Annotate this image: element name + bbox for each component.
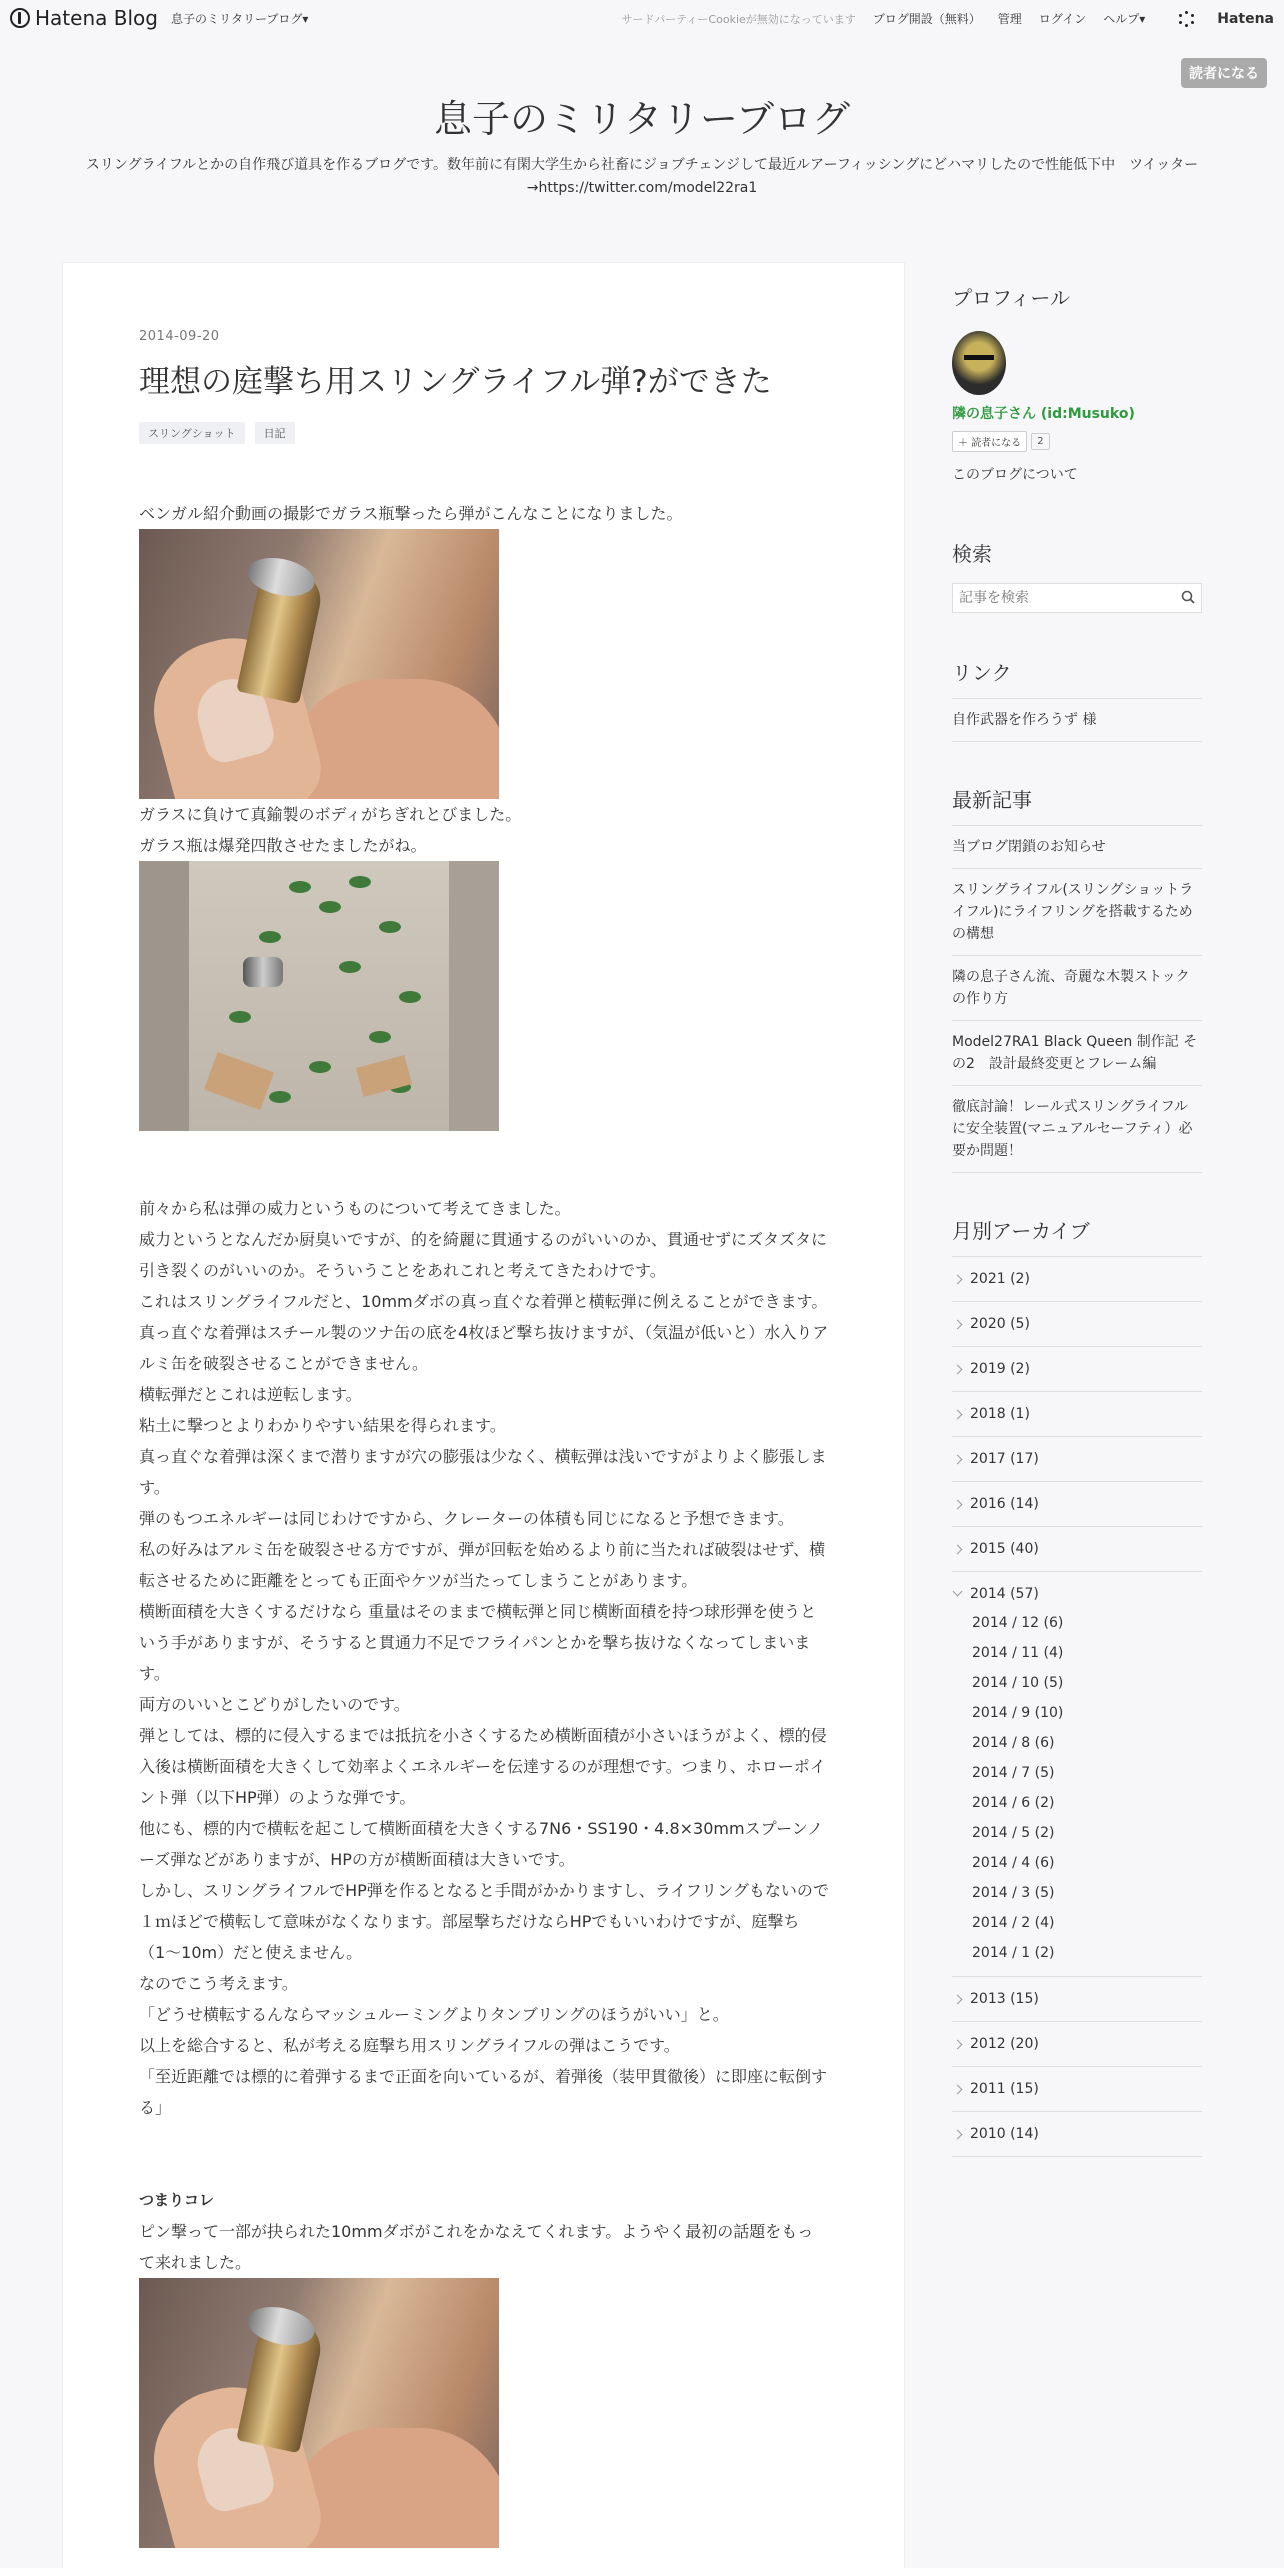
paragraph: ベンガル紹介動画の撮影でガラス瓶撃ったら弾がこんなことになりました。: [139, 504, 683, 523]
paragraph: 他にも、標的内で横転を起こして横断面積を大きくする7N6・SS190・4.8×30mmスプーンノーズ弾などがありますが、HPの方が横断面積は大きいです。: [139, 1819, 824, 1869]
archive-list: [952, 1256, 1202, 2157]
list-item[interactable]: 当ブログ閉鎖のお知らせ: [952, 826, 1202, 869]
archive-year[interactable]: 2021 (2): [952, 1257, 1202, 1302]
archive-month[interactable]: 2014 / 1 (2): [972, 1945, 1055, 1961]
sidebar: [952, 282, 1202, 2157]
about-link[interactable]: このブログについて: [952, 467, 1078, 483]
archive-months: [952, 1608, 1202, 1977]
archive-year[interactable]: 2011 (15): [952, 2067, 1202, 2112]
archive-month[interactable]: 2014 / 8 (6): [972, 1735, 1055, 1751]
help-menu[interactable]: ヘルプ▾: [1103, 12, 1146, 26]
follow-button[interactable]: ＋ 読者になる: [952, 431, 1027, 452]
tag-diary[interactable]: 日記: [255, 422, 295, 444]
recent-heading: 最新記事: [952, 788, 1032, 812]
search-input[interactable]: [953, 584, 1163, 612]
tag-list: [139, 422, 829, 444]
article: [139, 329, 829, 2548]
search-box: [952, 583, 1202, 613]
archive-month[interactable]: 2014 / 10 (5): [972, 1675, 1064, 1691]
paragraph: しかし、スリングライフルでHP弾を作るとなると手間がかかりますし、ライフリングもないので１ｍほどで横転して意味がなくなります。部屋撃ちだけならHPでもいいわけですが、庭撃ち（1〜10m）だと使えません。: [139, 1881, 829, 1962]
paragraph: 真っ直ぐな着弾はスチール製のツナ缶の底を4枚ほど撃ち抜けますが、（気温が低いと）水入りアルミ缶を破裂させることができません。: [139, 1323, 829, 1373]
blog-title[interactable]: 息子のミリタリーブログ: [433, 97, 851, 141]
archive-month[interactable]: 2014 / 9 (10): [972, 1705, 1064, 1721]
archive-month[interactable]: 2014 / 11 (4): [972, 1645, 1064, 1661]
archive-year[interactable]: 2016 (14): [952, 1482, 1202, 1527]
profile-name[interactable]: 隣の息子さん (id:Musuko): [952, 406, 1135, 422]
archive-month[interactable]: 2014 / 12 (6): [972, 1615, 1064, 1631]
paragraph: 「どうせ横転するんならマッシュルーミングよりタンブリングのほうがいい」と。: [139, 2005, 729, 2024]
list-item[interactable]: 徹底討論！レール式スリングライフルに安全装置(マニュアルセーフティ）必要か問題！: [952, 1086, 1202, 1173]
archive-month[interactable]: 2014 / 3 (5): [972, 1885, 1055, 1901]
archive-year[interactable]: 2019 (2): [952, 1347, 1202, 1392]
archive-year[interactable]: 2012 (20): [952, 2022, 1202, 2067]
archive-month[interactable]: 2014 / 2 (4): [972, 1915, 1055, 1931]
archive-year-open[interactable]: [952, 1572, 1202, 1606]
archive-month[interactable]: 2014 / 5 (2): [972, 1825, 1055, 1841]
archive-year[interactable]: 2010 (14): [952, 2112, 1202, 2157]
links-heading: リンク: [952, 661, 1012, 685]
paragraph: ピン撃って一部が抉られた10mmダボがこれをかなえてくれます。ようやく最初の話題をもって来れました。: [139, 2222, 814, 2272]
paragraph: 横転弾だとこれは逆転します。: [139, 1385, 362, 1404]
subheading: つまりコレ: [139, 2191, 215, 2209]
blog-switcher[interactable]: 息子のミリタリーブログ▾: [171, 12, 309, 26]
archive-year-label: 2014 (57): [970, 1586, 1039, 1602]
paragraph: 「至近距離では標的に着弾するまで正面を向いているが、着弾後（装甲貫徹後）に即座に転倒する」: [139, 2067, 828, 2117]
search-icon[interactable]: [1181, 590, 1195, 604]
follower-count[interactable]: 2: [1031, 433, 1049, 450]
avatar[interactable]: [952, 331, 1006, 395]
global-header: [0, 0, 1284, 36]
subscribe-button[interactable]: 読者になる: [1181, 58, 1267, 88]
archive-month[interactable]: 2014 / 6 (2): [972, 1795, 1055, 1811]
tag-slingshot[interactable]: スリングショット: [139, 422, 245, 444]
paragraph: 横断面積を大きくするだけなら 重量はそのままで横転弾と同じ横断面積を持つ球形弾を使うという手がありますが、そうすると貫通力不足でフライパンとかを撃ち抜けなくなってしまいます。: [139, 1602, 817, 1683]
list-item[interactable]: Model27RA1 Black Queen 制作記 その2 設計最終変更とフレーム編: [952, 1021, 1202, 1086]
archive-month[interactable]: 2014 / 4 (6): [972, 1855, 1055, 1871]
article-title[interactable]: 理想の庭撃ち用スリングライフル弾?ができた: [139, 364, 772, 400]
article-body: [139, 498, 829, 2548]
archive-year[interactable]: 2017 (17): [952, 1437, 1202, 1482]
paragraph: 弾のもつエネルギーは同じわけですから、クレーターの体積も同じになると予想できます。: [139, 1509, 794, 1528]
paragraph: 威力というとなんだか厨臭いですが、的を綺麗に貫通するのがいいのか、貫通せずにズタズタに引き裂くのがいいのか。そういうことをあれこれと考えてきたわけです。: [139, 1230, 828, 1280]
hatena-dots-icon: [1179, 11, 1195, 27]
archive-year[interactable]: 2013 (15): [952, 1977, 1202, 2022]
article-date[interactable]: 2014-09-20: [139, 329, 220, 344]
broken-bottle-photo[interactable]: [139, 861, 499, 1131]
open-blog-link[interactable]: ブログ開設（無料）: [872, 12, 981, 26]
login-link[interactable]: ログイン: [1038, 12, 1087, 26]
paragraph: ガラスに負けて真鍮製のボディがちぎれとびました。: [139, 805, 522, 824]
search-heading: 検索: [952, 542, 992, 566]
bullet-photo-2[interactable]: [139, 2278, 499, 2548]
archive-month[interactable]: 2014 / 7 (5): [972, 1765, 1055, 1781]
link-list: [952, 698, 1202, 742]
paragraph: これはスリングライフルだと、10mmダボの真っ直ぐな着弾と横転弾に例えることができます。: [139, 1292, 828, 1311]
blog-description: スリングライフルとかの自作飛び道具を作るブログです。数年前に有閑大学生から社畜にジョブチェンジして最近ルアーフィッシングにどハマリしたので性能低下中 ツイッター→https://twitter.com/model22ra1: [85, 157, 1199, 196]
list-item[interactable]: 自作武器を作ろうず 様: [952, 699, 1202, 742]
brand-text: Hatena Blog: [35, 6, 158, 30]
follow-label: 読者になる: [971, 438, 1022, 449]
follow-row: [952, 431, 1202, 452]
paragraph: ガラス瓶は爆発四散させたましたがね。: [139, 836, 427, 855]
main-content: [62, 262, 905, 2568]
paragraph: 両方のいいとこどりがしたいのです。: [139, 1695, 410, 1714]
list-item[interactable]: スリングライフル(スリングショットライフル)にライフリングを搭載するための構想: [952, 869, 1202, 956]
archive-year[interactable]: 2020 (5): [952, 1302, 1202, 1347]
hatena-link[interactable]: [1162, 11, 1274, 27]
paragraph: 真っ直ぐな着弾は深くまで潜りますが穴の膨張は少なく、横転弾は浅いですがよりよく膨張します。: [139, 1447, 827, 1497]
archive-year[interactable]: 2018 (1): [952, 1392, 1202, 1437]
archive-year[interactable]: 2015 (40): [952, 1527, 1202, 1572]
paragraph: 粘土に撃つとよりわかりやすい結果を得られます。: [139, 1416, 506, 1435]
hatena-blog-logo[interactable]: [10, 6, 158, 30]
archive-heading: 月別アーカイブ: [952, 1219, 1090, 1243]
list-item[interactable]: 隣の息子さん流、奇麗な木製ストックの作り方: [952, 956, 1202, 1021]
paragraph: 弾としては、標的に侵入するまでは抵抗を小さくするため横断面積が小さいほうがよく、標的侵入後は横断面積を大きくして効率よくエネルギーを伝達するのが理想です。つまり、ホローポイント弾（以下HP弾）のような弾です。: [139, 1726, 827, 1807]
admin-link[interactable]: 管理: [997, 12, 1022, 26]
recent-list: [952, 825, 1202, 1173]
paragraph: 私の好みはアルミ缶を破裂させる方ですが、弾が回転を始めるより前に当たれば破裂はせず、横転させるために距離をとっても正面やケツが当たってしまうことがあります。: [139, 1540, 826, 1590]
hatena-blog-logo-icon: [10, 8, 30, 28]
hatena-text: Hatena: [1217, 10, 1274, 27]
paragraph: 前々から私は弾の威力というものについて考えてきました。: [139, 1199, 571, 1218]
bullet-photo[interactable]: [139, 529, 499, 799]
paragraph: 以上を総合すると、私が考える庭撃ち用スリングライフルの弾はこうです。: [139, 2036, 680, 2055]
paragraph: なのでこう考えます。: [139, 1974, 298, 1993]
profile-heading: プロフィール: [952, 286, 1070, 310]
cookie-notice: サードパーティーCookieが無効になっています: [621, 12, 856, 26]
top-nav: [605, 10, 1274, 27]
